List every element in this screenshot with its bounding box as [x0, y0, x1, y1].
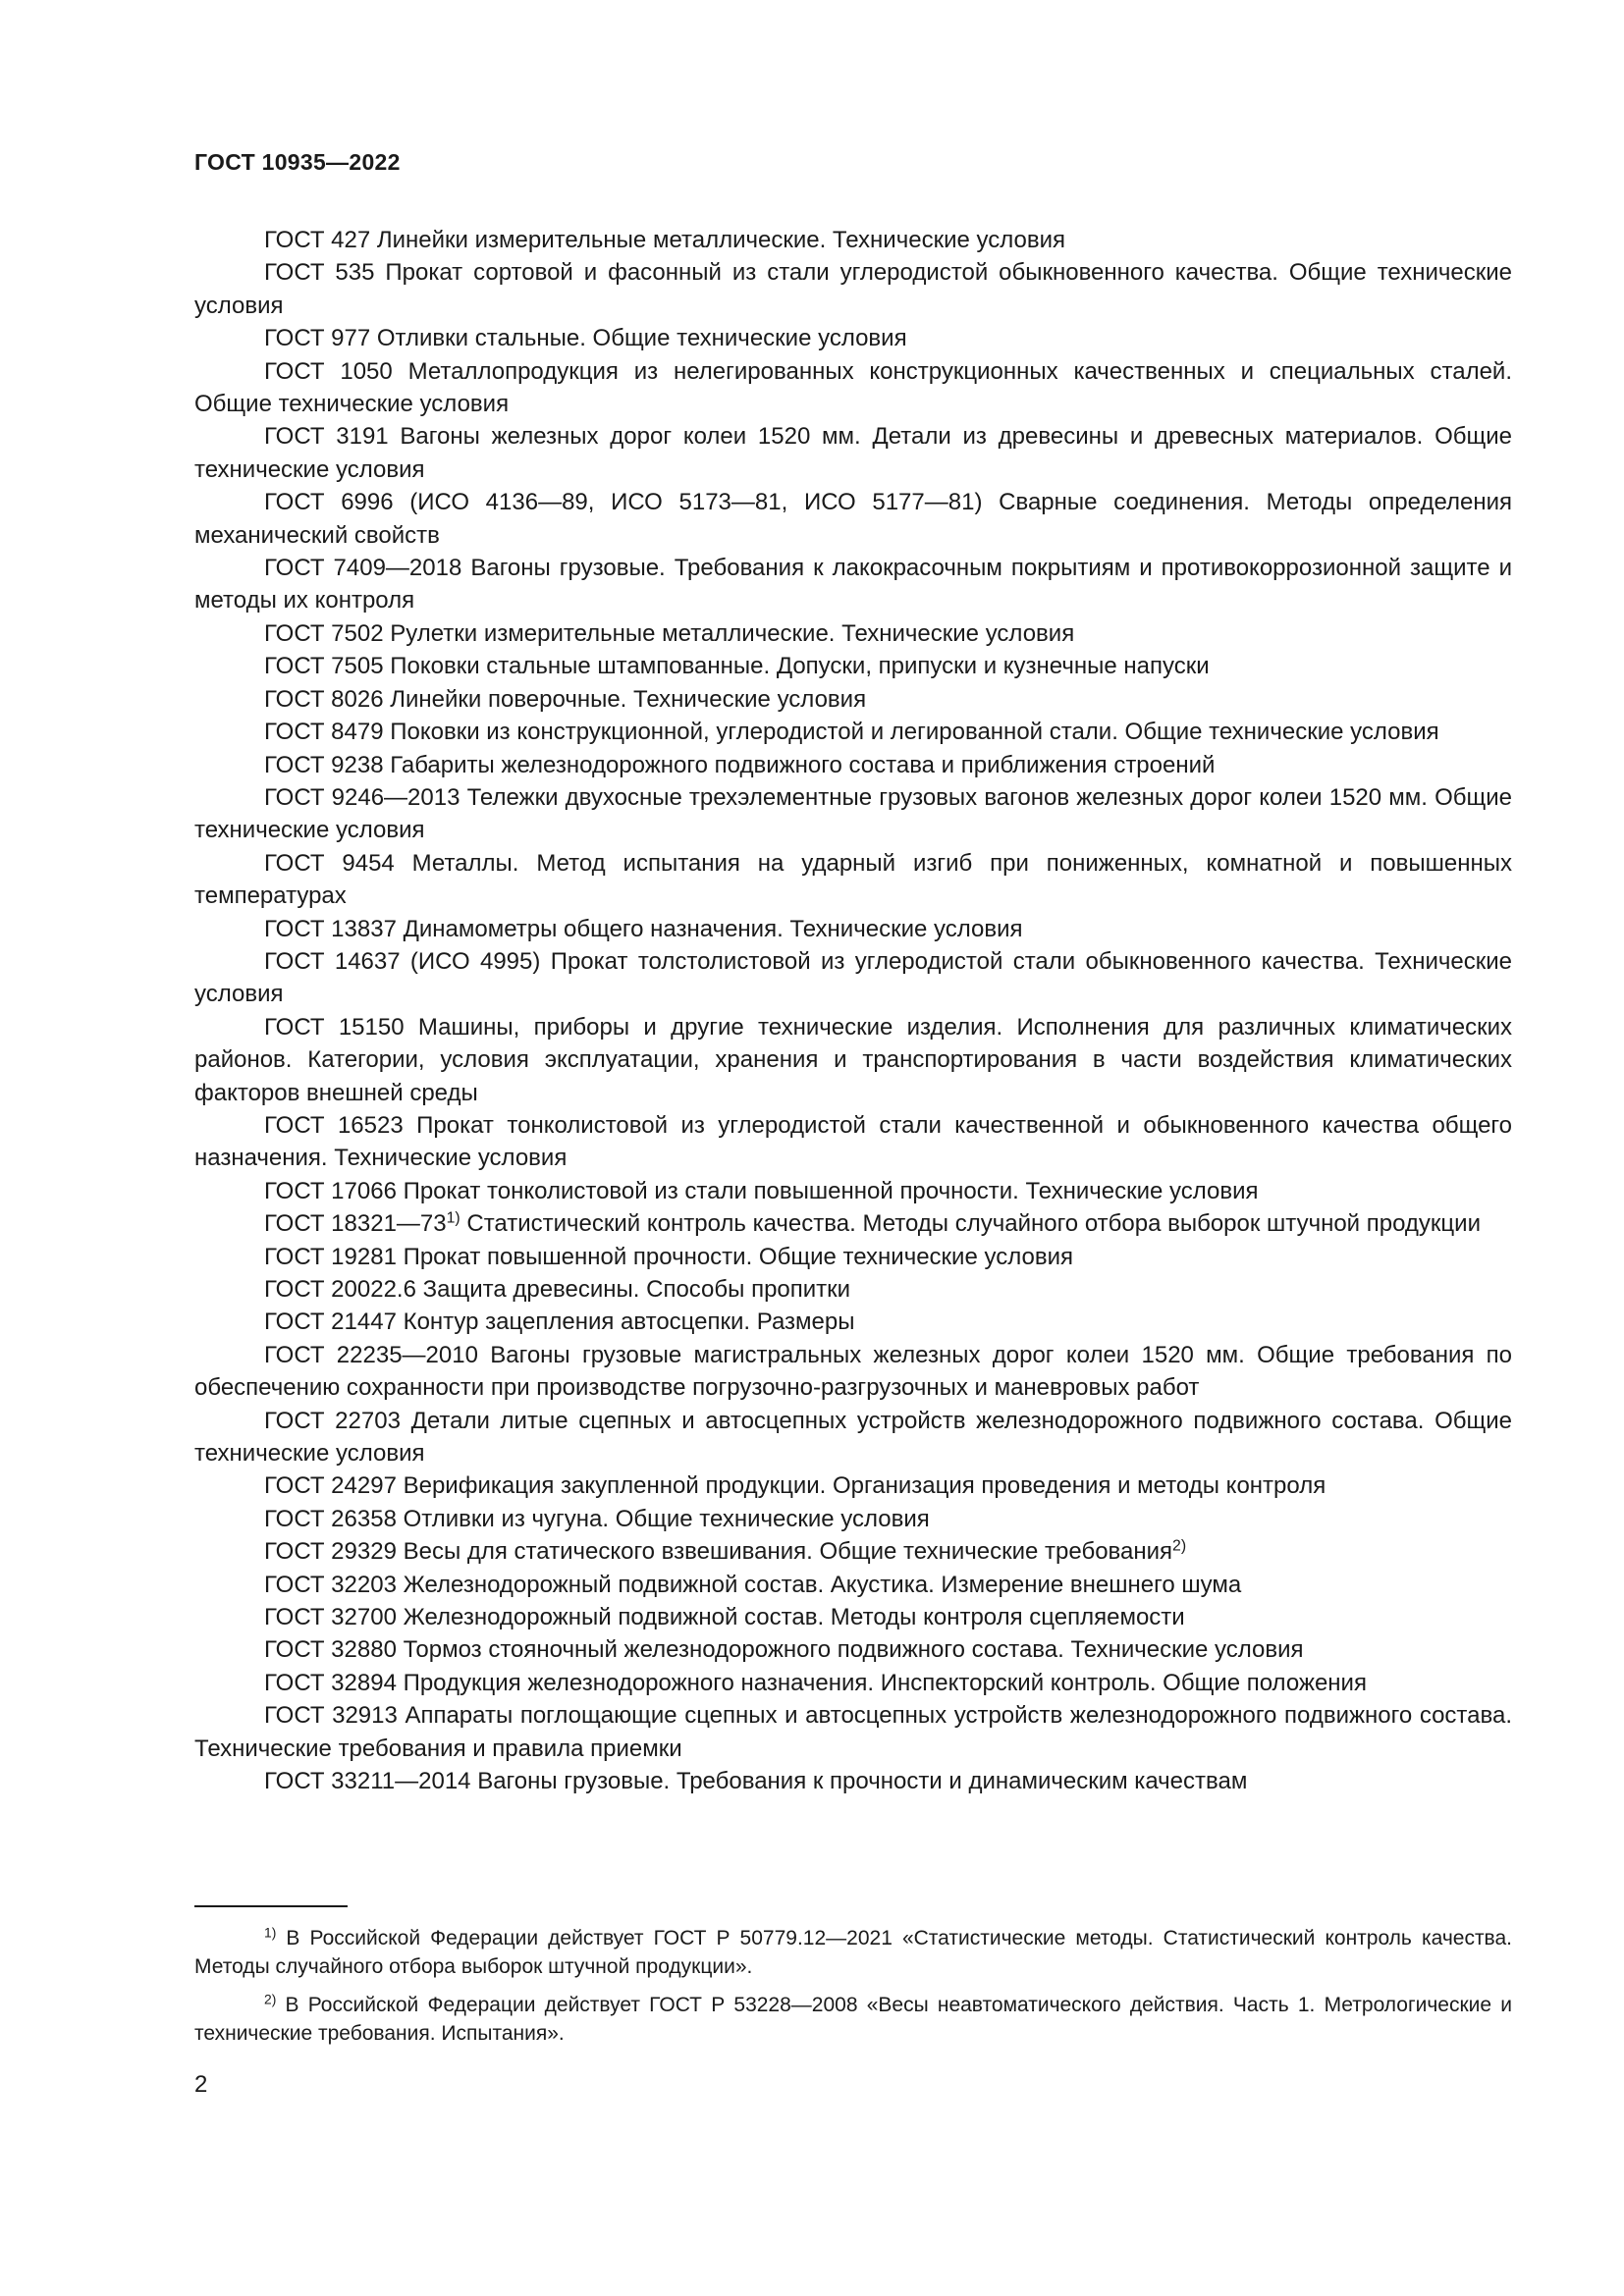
- reference-item: [194, 256, 1512, 322]
- reference-item: [194, 1273, 1512, 1306]
- footnote-marker: 1): [446, 1209, 460, 1227]
- reference-text: ГОСТ 33211—2014 Вагоны грузовые. Требования к прочности и динамическим качествам: [264, 1768, 1248, 1795]
- reference-item: [194, 1175, 1512, 1207]
- reference-text: ГОСТ 18321—73: [264, 1210, 447, 1238]
- footnote-separator: [194, 1905, 348, 1907]
- reference-text: ГОСТ 32894 Продукция железнодорожного назначения. Инспекторский контроль. Общие положения: [264, 1669, 1367, 1696]
- reference-item: [194, 1765, 1512, 1797]
- reference-item: [194, 1207, 1512, 1240]
- reference-text: ГОСТ 32913 Аппараты поглощающие сцепных и автосцепных устройств железнодорожного подвижного состава. Технические требования и правила приемки: [194, 1702, 1512, 1762]
- footnotes: [194, 1924, 1512, 2057]
- reference-item: [194, 913, 1512, 945]
- reference-text: ГОСТ 9238 Габариты железнодорожного подвижного состава и приближения строений: [264, 751, 1216, 778]
- reference-item: [194, 1633, 1512, 1666]
- reference-text: ГОСТ 17066 Прокат тонколистовой из стали повышенной прочности. Технические условия: [264, 1177, 1259, 1204]
- reference-text: ГОСТ 21447 Контур зацепления автосцепки. Размеры: [264, 1308, 855, 1336]
- reference-item: [194, 486, 1512, 552]
- reference-text: ГОСТ 9454 Металлы. Метод испытания на ударный изгиб при пониженных, комнатной и повышенных температурах: [194, 849, 1512, 910]
- reference-text: ГОСТ 14637 (ИСО 4995) Прокат толстолистовой из углеродистой стали обыкновенного качества. Технические условия: [194, 947, 1512, 1008]
- reference-text: ГОСТ 26358 Отливки из чугуна. Общие технические условия: [264, 1505, 930, 1532]
- reference-text: ГОСТ 7409—2018 Вагоны грузовые. Требования к лакокрасочным покрытиям и противокоррозионной защите и методы их контроля: [194, 555, 1512, 614]
- reference-text: ГОСТ 19281 Прокат повышенной прочности. Общие технические условия: [264, 1243, 1073, 1270]
- reference-text: ГОСТ 1050 Металлопродукция из нелегированных конструкционных качественных и специальных сталей. Общие технические условия: [194, 357, 1512, 418]
- reference-text: ГОСТ 32700 Железнодорожный подвижной состав. Методы контроля сцепляемости: [264, 1604, 1185, 1631]
- reference-item: [194, 1109, 1512, 1175]
- reference-text: ГОСТ 3191 Вагоны железных дорог колеи 1520 мм. Детали из древесины и древесных материалов. Общие технические условия: [194, 423, 1512, 483]
- reference-text: ГОСТ 8479 Поковки из конструкционной, углеродистой и легированной стали. Общие технические условия: [264, 719, 1439, 746]
- reference-text: ГОСТ 22703 Детали литые сцепных и автосцепных устройств железнодорожного подвижного состава. Общие технические условия: [194, 1407, 1512, 1468]
- reference-item: [194, 1339, 1512, 1405]
- reference-item: [194, 1469, 1512, 1502]
- reference-item: [194, 716, 1512, 748]
- reference-item: [194, 1306, 1512, 1338]
- reference-item: [194, 650, 1512, 682]
- reference-text: ГОСТ 6996 (ИСО 4136—89, ИСО 5173—81, ИСО 5177—81) Сварные соединения. Методы определения механический свойств: [194, 489, 1512, 549]
- reference-item: [194, 1405, 1512, 1470]
- reference-text: ГОСТ 24297 Верификация закупленной продукции. Организация проведения и методы контроля: [264, 1472, 1326, 1500]
- reference-item: [194, 1535, 1512, 1568]
- reference-text-continued: Статистический контроль качества. Методы случайного отбора выборок штучной продукции: [460, 1210, 1481, 1238]
- page-number: 2: [194, 2071, 208, 2098]
- footnote-text: В Российской Федерации действует ГОСТ Р 53228—2008 «Весы неавтоматического действия. Часть 1. Метрологические и технические требования. Испытания».: [194, 1994, 1512, 2045]
- reference-item: [194, 355, 1512, 421]
- footnote-marker: 2): [1172, 1537, 1187, 1555]
- reference-text: ГОСТ 13837 Динамометры общего назначения. Технические условия: [264, 915, 1023, 942]
- reference-text: ГОСТ 29329 Весы для статического взвешивания. Общие технические требования: [264, 1538, 1173, 1566]
- reference-item: [194, 1667, 1512, 1699]
- reference-text: ГОСТ 7505 Поковки стальные штампованные. Допуски, припуски и кузнечные напуски: [264, 653, 1210, 680]
- reference-item: [194, 1503, 1512, 1535]
- reference-item: [194, 224, 1512, 256]
- reference-text: ГОСТ 16523 Прокат тонколистовой из углеродистой стали качественной и обыкновенного качества общего назначения. Технические условия: [194, 1111, 1512, 1172]
- reference-item: [194, 552, 1512, 617]
- reference-text: ГОСТ 8026 Линейки поверочные. Технические условия: [264, 685, 867, 713]
- normative-references-list: [194, 224, 1512, 1798]
- footnote-number: 1): [264, 1924, 277, 1941]
- reference-item: [194, 945, 1512, 1011]
- reference-item: [194, 1699, 1512, 1765]
- reference-item: [194, 1569, 1512, 1601]
- reference-item: [194, 1601, 1512, 1633]
- footnote-item: [194, 1991, 1512, 2048]
- reference-item: [194, 420, 1512, 486]
- reference-item: [194, 847, 1512, 913]
- reference-item: [194, 322, 1512, 354]
- footnote-number: 2): [264, 1991, 277, 2007]
- reference-item: [194, 749, 1512, 781]
- reference-text: ГОСТ 22235—2010 Вагоны грузовые магистральных железных дорог колеи 1520 мм. Общие требования по обеспечению сохранности при производстве погрузочно-разгрузочных и маневровых работ: [194, 1341, 1512, 1402]
- reference-item: [194, 1241, 1512, 1273]
- reference-item: [194, 1011, 1512, 1109]
- reference-text: ГОСТ 32203 Железнодорожный подвижной состав. Акустика. Измерение внешнего шума: [264, 1571, 1242, 1598]
- reference-text: ГОСТ 7502 Рулетки измерительные металлические. Технические условия: [264, 619, 1075, 647]
- footnote-text: В Российской Федерации действует ГОСТ Р 50779.12—2021 «Статистические методы. Статистический контроль качества. Методы случайного отбора выборок штучной продукции».: [194, 1927, 1512, 1978]
- reference-item: [194, 617, 1512, 650]
- reference-text: ГОСТ 32880 Тормоз стояночный железнодорожного подвижного состава. Технические условия: [264, 1636, 1304, 1664]
- reference-item: [194, 781, 1512, 847]
- reference-text: ГОСТ 15150 Машины, приборы и другие технические изделия. Исполнения для различных климатических районов. Категории, условия эксплуатации, хранения и транспортирования в части воздействия климатических факторов внешней среды: [194, 1013, 1512, 1106]
- document-code: ГОСТ 10935—2022: [194, 149, 401, 175]
- reference-text: ГОСТ 427 Линейки измерительные металлические. Технические условия: [264, 227, 1065, 253]
- reference-text: ГОСТ 20022.6 Защита древесины. Способы пропитки: [264, 1276, 851, 1303]
- reference-text: ГОСТ 535 Прокат сортовой и фасонный из стали углеродистой обыкновенного качества. Общие технические условия: [194, 259, 1512, 319]
- footnote-item: [194, 1924, 1512, 1981]
- reference-item: [194, 683, 1512, 716]
- reference-text: ГОСТ 977 Отливки стальные. Общие технические условия: [264, 325, 907, 352]
- reference-text: ГОСТ 9246—2013 Тележки двухосные трехэлементные грузовых вагонов железных дорог колеи 1520 мм. Общие технические условия: [194, 783, 1512, 844]
